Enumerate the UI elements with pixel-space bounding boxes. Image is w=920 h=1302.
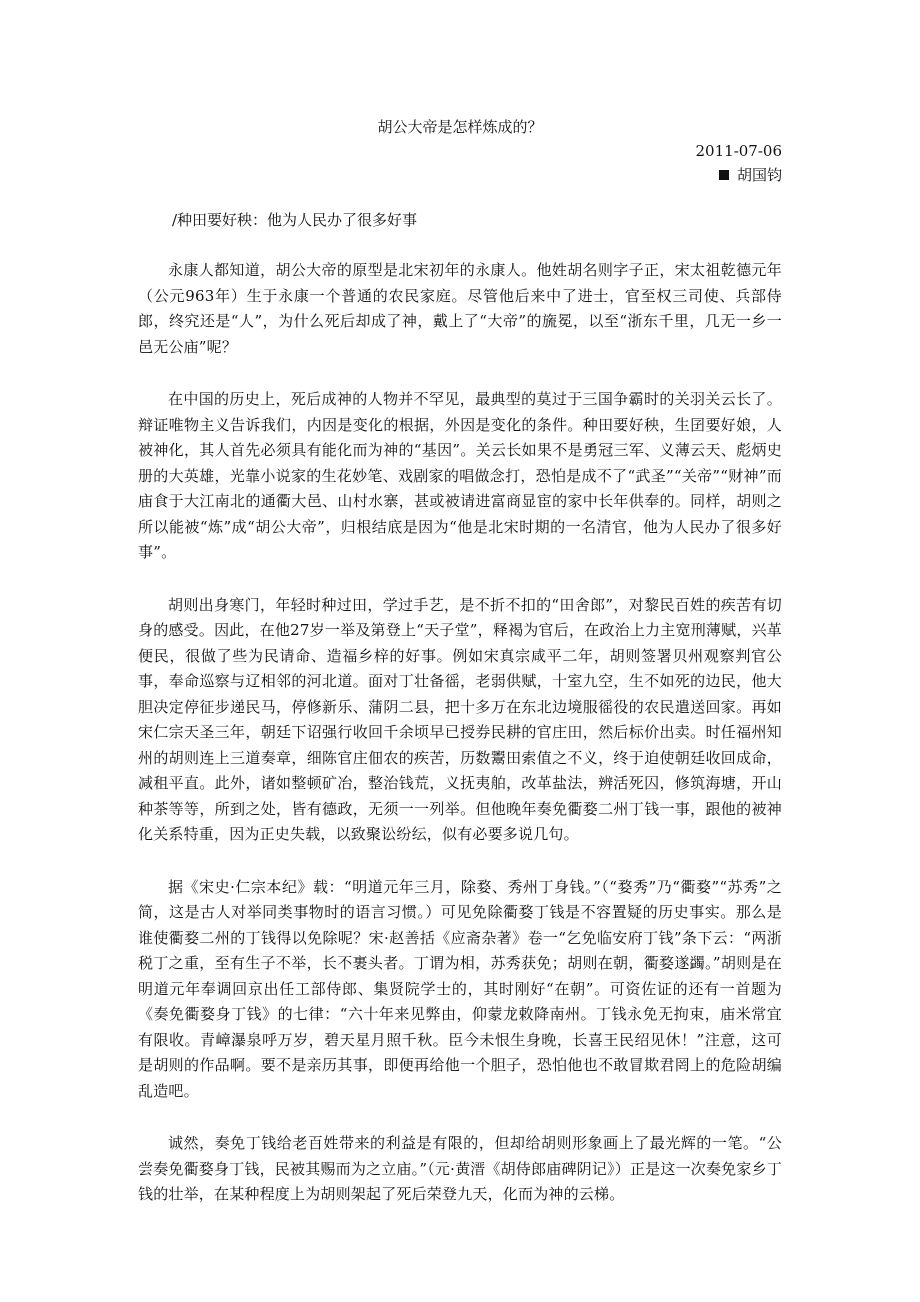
author-line — [696, 163, 782, 187]
paragraph-4: 据《宋史·仁宗本纪》载：“明道元年三月，除婺、秀州丁身钱。”（“婺秀”乃“衢婺”“苏秀”之简，这是古人对举同类事物时的语言习惯。）可见免除衢婺丁钱是不容置疑的历史事实。那么是谁使衢婺二州的丁钱得以免除呢？宋·赵善括《应斋杂著》卷一“乞免临安府丁钱”条下云：“两浙税丁之重，至有生子不举，长不裹头者。丁谓为相，苏秀获免；胡则在朝，衢婺遂蠲。”胡则是在明道元年奉调回京出任工部侍郎、集贤院学士的，其时刚好“在朝”。可资佐证的还有一首题为《奏免衢婺身丁钱》的七律：“六十年来见弊由，仰蒙龙敕降南州。丁钱永免无拘束，庙米常宜有限收。青嶂瀑泉呼万岁，碧天星月照千秋。臣今未恨生身晚，长喜王民绍见休！”注意，这可是胡则的作品啊。要不是亲历其事，即便再给他一个胆子，恐怕他也不敢冒欺君罔上的危险胡编乱造吧。 — [138, 877, 782, 1100]
publish-date: 2011-07-06 — [695, 142, 782, 160]
document-title: 胡公大帝是怎样炼成的？ — [377, 118, 543, 136]
document-meta — [696, 139, 782, 187]
paragraph-2: 在中国的历史上，死后成神的人物并不罕见，最典型的莫过于三国争霸时的关羽关云长了。辩证唯物主义告诉我们，内因是变化的根据，外因是变化的条件。种田要好秧，生囝要好娘，人被神化，其人首先必须具有能化而为神的“基因”。关云长如果不是勇冠三军、义薄云天、彪炳史册的大英雄，光靠小说家的生花妙笔、戏剧家的唱做念打，恐怕是成不了“武圣”“关帝”“财神”而庙食于大江南北的通衢大邑、山村水寨，甚或被请进富商显宦的家中长年供奉的。同样，胡则之所以能被“炼”成“胡公大帝”，归根结底是因为“他是北宋时期的一名清官，他为人民办了很多好事”。 — [138, 390, 782, 561]
author-name: 胡国钧 — [736, 166, 782, 184]
filled-square-icon — [719, 170, 729, 180]
paragraph-1: 永康人都知道，胡公大帝的原型是北宋初年的永康人。他姓胡名则字子正，宋太祖乾德元年（公元963年）生于永康一个普通的农民家庭。尽管他后来中了进士，官至权三司使、兵部侍郎，终究还是“人”，为什么死后却成了神，戴上了“大帝”的旒冕，以至“浙东千里，几无一乡一邑无公庙”呢？ — [138, 261, 782, 356]
section-subtitle: /种田要好秧：他为人民办了很多好事 — [172, 211, 418, 229]
paragraph-3: 胡则出身寒门，年轻时种过田，学过手艺，是不折不扣的“田舍郎”，对黎民百姓的疾苦有切身的感受。因此，在他27岁一举及第登上“天子堂”，释褐为官后，在政治上力主宽刑薄赋，兴革便民，很做了些为民请命、造福乡梓的好事。例如宋真宗咸平二年，胡则签署贝州观察判官公事，奉命巡察与辽相邻的河北道。面对丁壮备徭，老弱供赋，十室九空，生不如死的边民，他大胆决定停征步递民马，停修新乐、蒲阴二县，把十多万在东北边境服徭役的农民遣送回家。再如宋仁宗天圣三年，朝廷下诏强行收回千余顷早已授券民耕的官庄田，然后标价出卖。时任福州知州的胡则连上三道奏章，细陈官庄佃农的疾苦，历数鬻田索值之不义，终于迫使朝廷收回成命，减租平直。此外，诸如整顿矿冶，整治钱荒，义抚夷舶，改革盐法，辨活死囚，修筑海塘，开山种茶等等，所到之处，皆有德政，无须一一列举。但他晚年奏免衢婺二州丁钱一事，跟他的被神化关系特重，因为正史失载，以致聚讼纷纭，似有必要多说几句。 — [138, 595, 782, 843]
paragraph-5: 诚然，奏免丁钱给老百姓带来的利益是有限的，但却给胡则形象画上了最光辉的一笔。“公尝奏免衢婺身丁钱，民被其赐而为之立庙。”（元·黄溍《胡侍郎庙碑阴记》）正是这一次奏免家乡丁钱的壮举，在某种程度上为胡则架起了死后荣登九天，化而为神的云梯。 — [138, 1134, 782, 1203]
article-body — [138, 258, 782, 1235]
